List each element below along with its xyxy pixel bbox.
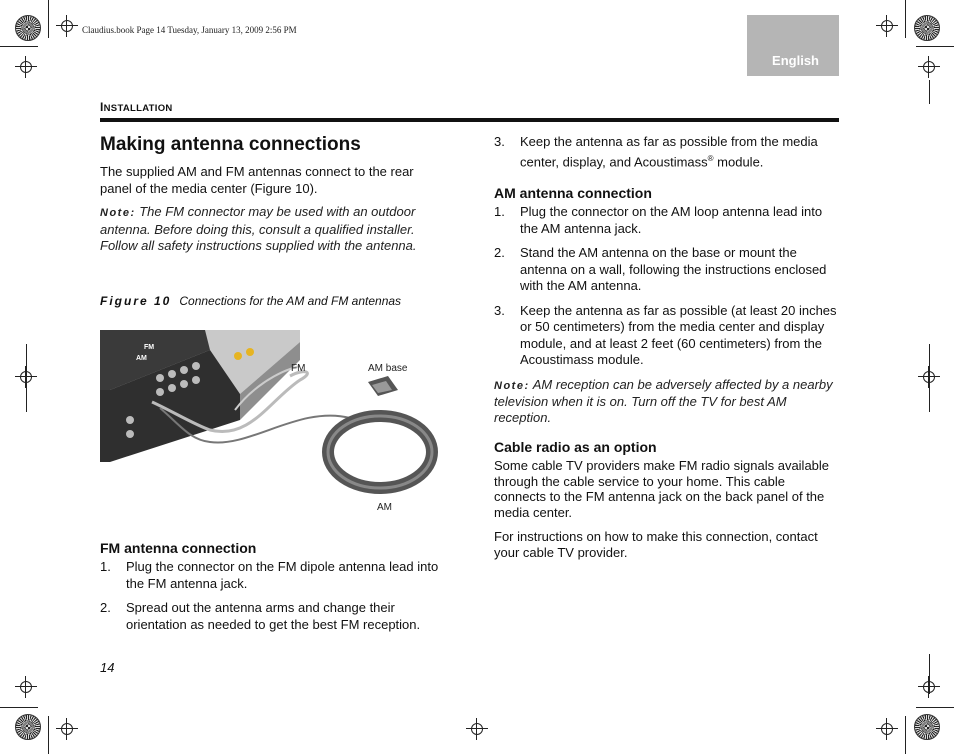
trim-line [929,80,930,104]
step-number: 3. [494,302,505,318]
step-number: 2. [494,245,505,261]
figure-label-am-base: AM base [368,363,408,374]
step-number: 1. [100,559,111,574]
trim-line [916,707,954,708]
am-loop-highlight [328,416,432,488]
section-label [100,100,173,114]
note-text: AM reception can be adversely affected by a nearby television when it is on. Turn off the TV for best AM reception. [494,376,833,425]
crop-mark-top-left [56,15,78,37]
note-am-television [494,377,840,426]
am-steps-list [494,204,840,369]
crop-mark-right-upper [918,56,940,78]
registration-rosette-bottom-left [15,714,41,740]
step-text: Spread out the antenna arms and change their orientation as needed to get the best FM reception. [126,600,421,632]
crop-mark-bottom-left [56,718,78,740]
fm-heading: FM antenna connection [100,540,257,556]
panel-label-am: AM [136,355,147,362]
list-item [100,600,445,633]
trim-line [929,654,930,694]
registration-rosette-top-left [15,15,41,41]
step-text: Plug the connector on the FM dipole antenna lead into the FM antenna jack. [126,559,439,591]
section-label-initial: I [100,100,104,114]
language-tab [747,15,839,76]
right-column [494,134,840,560]
intro-paragraph: The supplied AM and FM antennas connect to the rear panel of the media center (Figure 10). [100,164,414,196]
list-item [494,204,840,237]
step-text: Keep the antenna as far as possible (at least 20 inches or 50 centimeters) from the media center and display module, and at least 2 feet (60 centimeters) from the Acoustimass module. [520,302,837,368]
list-item [100,559,445,592]
cable-heading: Cable radio as an option [494,439,657,456]
note-fm-outdoor [100,204,445,255]
antenna-connection-figure [100,330,445,520]
figure-caption-text: Connections for the AM and FM antennas [179,294,402,308]
crop-mark-top-right [876,15,898,37]
step-text-end: module. [713,153,764,169]
crop-mark-left-upper [15,56,37,78]
panel-label-fm: FM [144,344,155,351]
crop-mark-bottom-center [466,718,488,740]
trim-line [916,46,954,47]
registered-mark: ® [707,153,714,163]
section-label-rest: NSTALLATION [103,103,173,114]
cable-paragraph-1: Some cable TV providers make FM radio signals available through the cable service to your home. This cable connects to the FM antenna jack on the back panel of the media center. [494,458,830,520]
registration-rosette-bottom-right [914,714,940,740]
figure-label: Figure 10 [100,294,172,308]
trim-line [905,0,906,38]
step-number: 2. [100,600,111,615]
trim-line [48,0,49,38]
step-text: Stand the AM antenna on the base or mount the antenna on a wall, following the instructions enclosed with the AM antenna. [520,245,827,294]
figure-label-am: AM [377,502,392,513]
step-text: Keep the antenna as far as possible from the media center, display, and Acoustimass [520,134,818,169]
cable-paragraph-2: For instructions on how to make this connection, contact your cable TV provider. [494,529,818,560]
page-title: Making antenna connections [100,134,361,155]
step-number: 1. [494,204,505,220]
registration-rosette-top-right [914,15,940,41]
am-heading: AM antenna connection [494,185,652,202]
left-column [100,130,445,255]
crop-mark-left-lower [15,676,37,698]
trim-line [26,344,27,412]
note-text: The FM connector may be used with an outdoor antenna. Before doing this, consult a qualified installer. Follow all safety instructions supplied with the antenna. [100,204,417,253]
trim-line [48,716,49,754]
trim-line [0,707,38,708]
fm-steps-continued [494,134,840,170]
figure-caption [100,294,401,308]
note-label: Note: [100,207,136,219]
print-header-info: Claudius.book Page 14 Tuesday, January 13, 2009 2:56 PM [82,25,297,35]
step-text: Plug the connector on the AM loop antenna lead into the AM antenna jack. [520,204,823,236]
trim-line [0,46,38,47]
section-rule [100,118,839,122]
note-label: Note: [494,379,530,392]
crop-mark-bottom-right [876,718,898,740]
antenna-illustration [100,330,445,520]
page-number: 14 [100,660,115,675]
figure-label-fm: FM [291,363,306,374]
step-number: 3. [494,134,505,149]
fm-section [100,540,445,633]
list-item [494,303,840,369]
fm-steps-list [100,559,445,633]
trim-line [929,344,930,412]
trim-line [905,716,906,754]
list-item [494,245,840,295]
language-tab-label: English [772,53,819,68]
list-item [494,134,840,170]
